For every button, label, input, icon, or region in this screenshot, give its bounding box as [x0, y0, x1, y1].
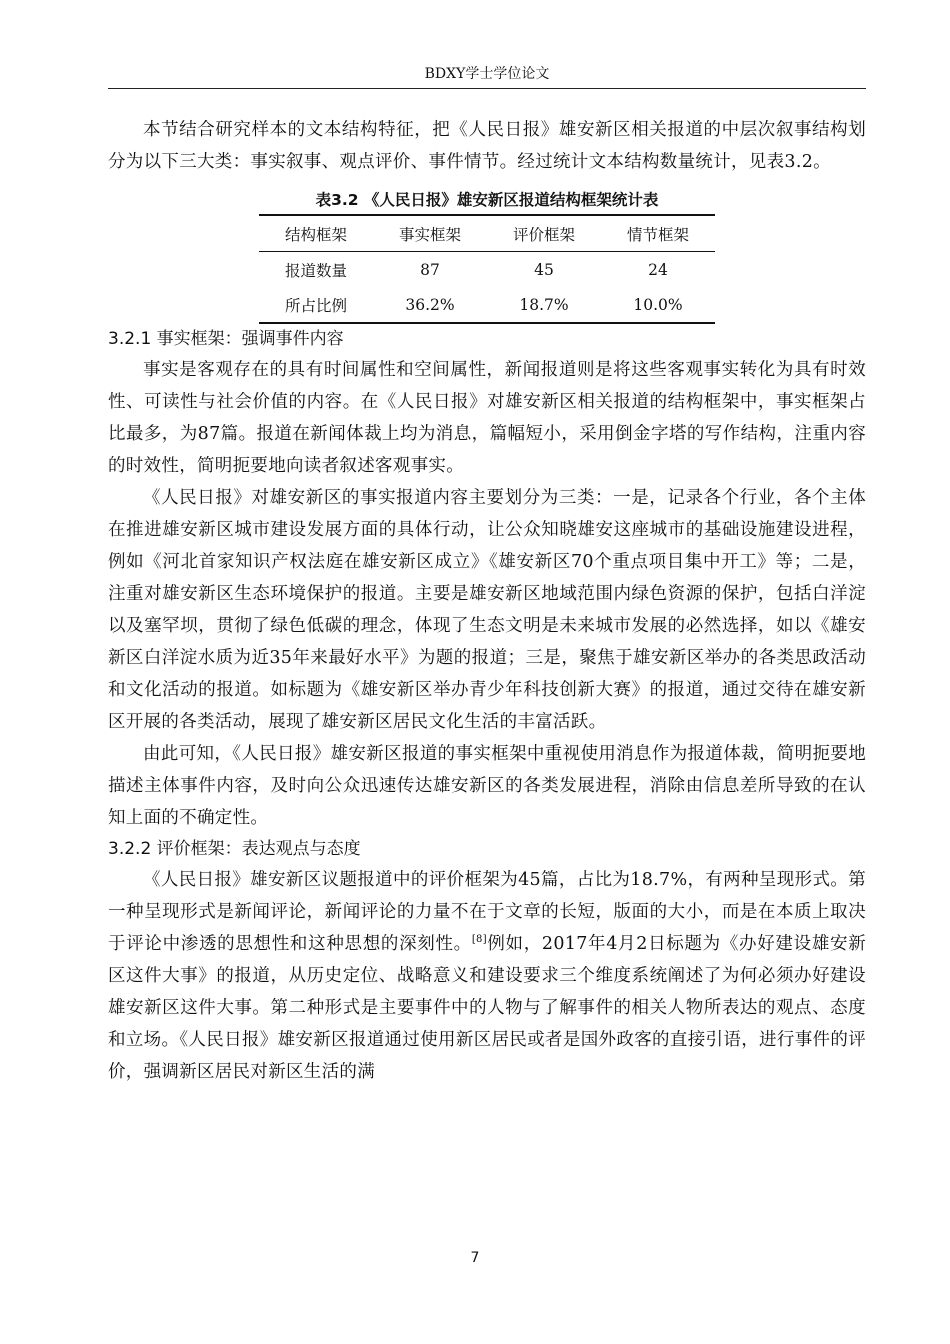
- table-row: [259, 252, 715, 288]
- running-header: BDXY学士学位论文: [108, 64, 866, 89]
- table-cell: 18.7%: [519, 295, 569, 314]
- table-cell: 24: [648, 260, 668, 279]
- footnote-reference: [8]: [471, 934, 487, 946]
- table-cell: 45: [534, 260, 554, 279]
- table-cell: 10.0%: [633, 295, 683, 314]
- section-heading-evaluation-framework: 3.2.2 评价框架：表达观点与态度: [108, 839, 361, 859]
- intro-paragraph: 本节结合研究样本的文本结构特征，把《人民日报》雄安新区相关报道的中层次叙事结构划分为以下三大类：事实叙事、观点评价、事件情节。经过统计文本结构数量统计，见表3.2。: [108, 120, 866, 172]
- table-row: [259, 287, 715, 323]
- body-paragraph: 事实是客观存在的具有时间属性和空间属性，新闻报道则是将这些客观事实转化为具有时效性、可读性与社会价值的内容。在《人民日报》对雄安新区相关报道的结构框架中，事实框架占比最多，为87篇。报道在新闻体裁上均为消息，篇幅短小，采用倒金字塔的写作结构，注重内容的时效性，简明扼要地向读者叙述客观事实。: [108, 360, 866, 476]
- table-header-cell: 事实框架: [398, 225, 461, 244]
- table-cell: 36.2%: [405, 295, 455, 314]
- paragraph-text: 例如，2017年4月2日标题为《办好建设雄安新区这件大事》的报道，从历史定位、战略意义和建设要求三个维度系统阐述了为何必须办好建设雄安新区这件大事。第二种形式是主要事件中的人物与了解事件的相关人物所表达的观点、态度和立场。《人民日报》雄安新区报道通过使用新区居民或者是国外政客的直接引语，进行事件的评价，强调新区居民对新区生活的满: [108, 934, 866, 1082]
- framework-stats-table: [259, 214, 715, 324]
- body-paragraph: [108, 864, 866, 1088]
- body-paragraph: 由此可知，《人民日报》雄安新区报道的事实框架中重视使用消息作为报道体裁，简明扼要地描述主体事件内容，及时向公众迅速传达雄安新区的各类发展进程，消除由信息差所导致的在认知上面的不确定性。: [108, 744, 866, 828]
- table-header-cell: 结构框架: [284, 225, 347, 244]
- section-heading-fact-framework: 3.2.1 事实框架：强调事件内容: [108, 329, 344, 349]
- paragraph-text: 《人民日报》雄安新区议题报道中的评价框架为45篇，占比为18.7%，有两种呈现形式。第一种呈现形式是新闻评论，新闻评论的力量不在于文章的长短，版面的大小，而是在本质上取决于评论中渗透的思想性和这种思想的深刻性。: [108, 870, 866, 954]
- table-cell: 87: [420, 260, 440, 279]
- table-caption: 表3.2 《人民日报》雄安新区报道结构框架统计表: [315, 191, 659, 209]
- page-number: 7: [470, 1250, 480, 1266]
- body-paragraph: 《人民日报》对雄安新区的事实报道内容主要划分为三类：一是，记录各个行业，各个主体在推进雄安新区城市建设发展方面的具体行动，让公众知晓雄安这座城市的基础设施建设进程，例如《河北首家知识产权法庭在雄安新区成立》《雄安新区70个重点项目集中开工》等；二是，注重对雄安新区生态环境保护的报道。主要是雄安新区地域范围内绿色资源的保护，包括白洋淀以及塞罕坝，贯彻了绿色低碳的理念，体现了生态文明是未来城市发展的必然选择，如以《雄安新区白洋淀水质为近35年来最好水平》为题的报道；三是，聚焦于雄安新区举办的各类思政活动和文化活动的报道。如标题为《雄安新区举办青少年科技创新大赛》的报道，通过交待在雄安新区开展的各类活动，展现了雄安新区居民文化生活的丰富活跃。: [108, 488, 866, 732]
- table-header-cell: 情节框架: [626, 225, 689, 244]
- table-header-row: [259, 215, 715, 252]
- table-cell: 所占比例: [284, 296, 347, 315]
- page-body: [108, 114, 866, 1088]
- table-header-cell: 评价框架: [512, 225, 575, 244]
- table-cell: 报道数量: [284, 261, 347, 280]
